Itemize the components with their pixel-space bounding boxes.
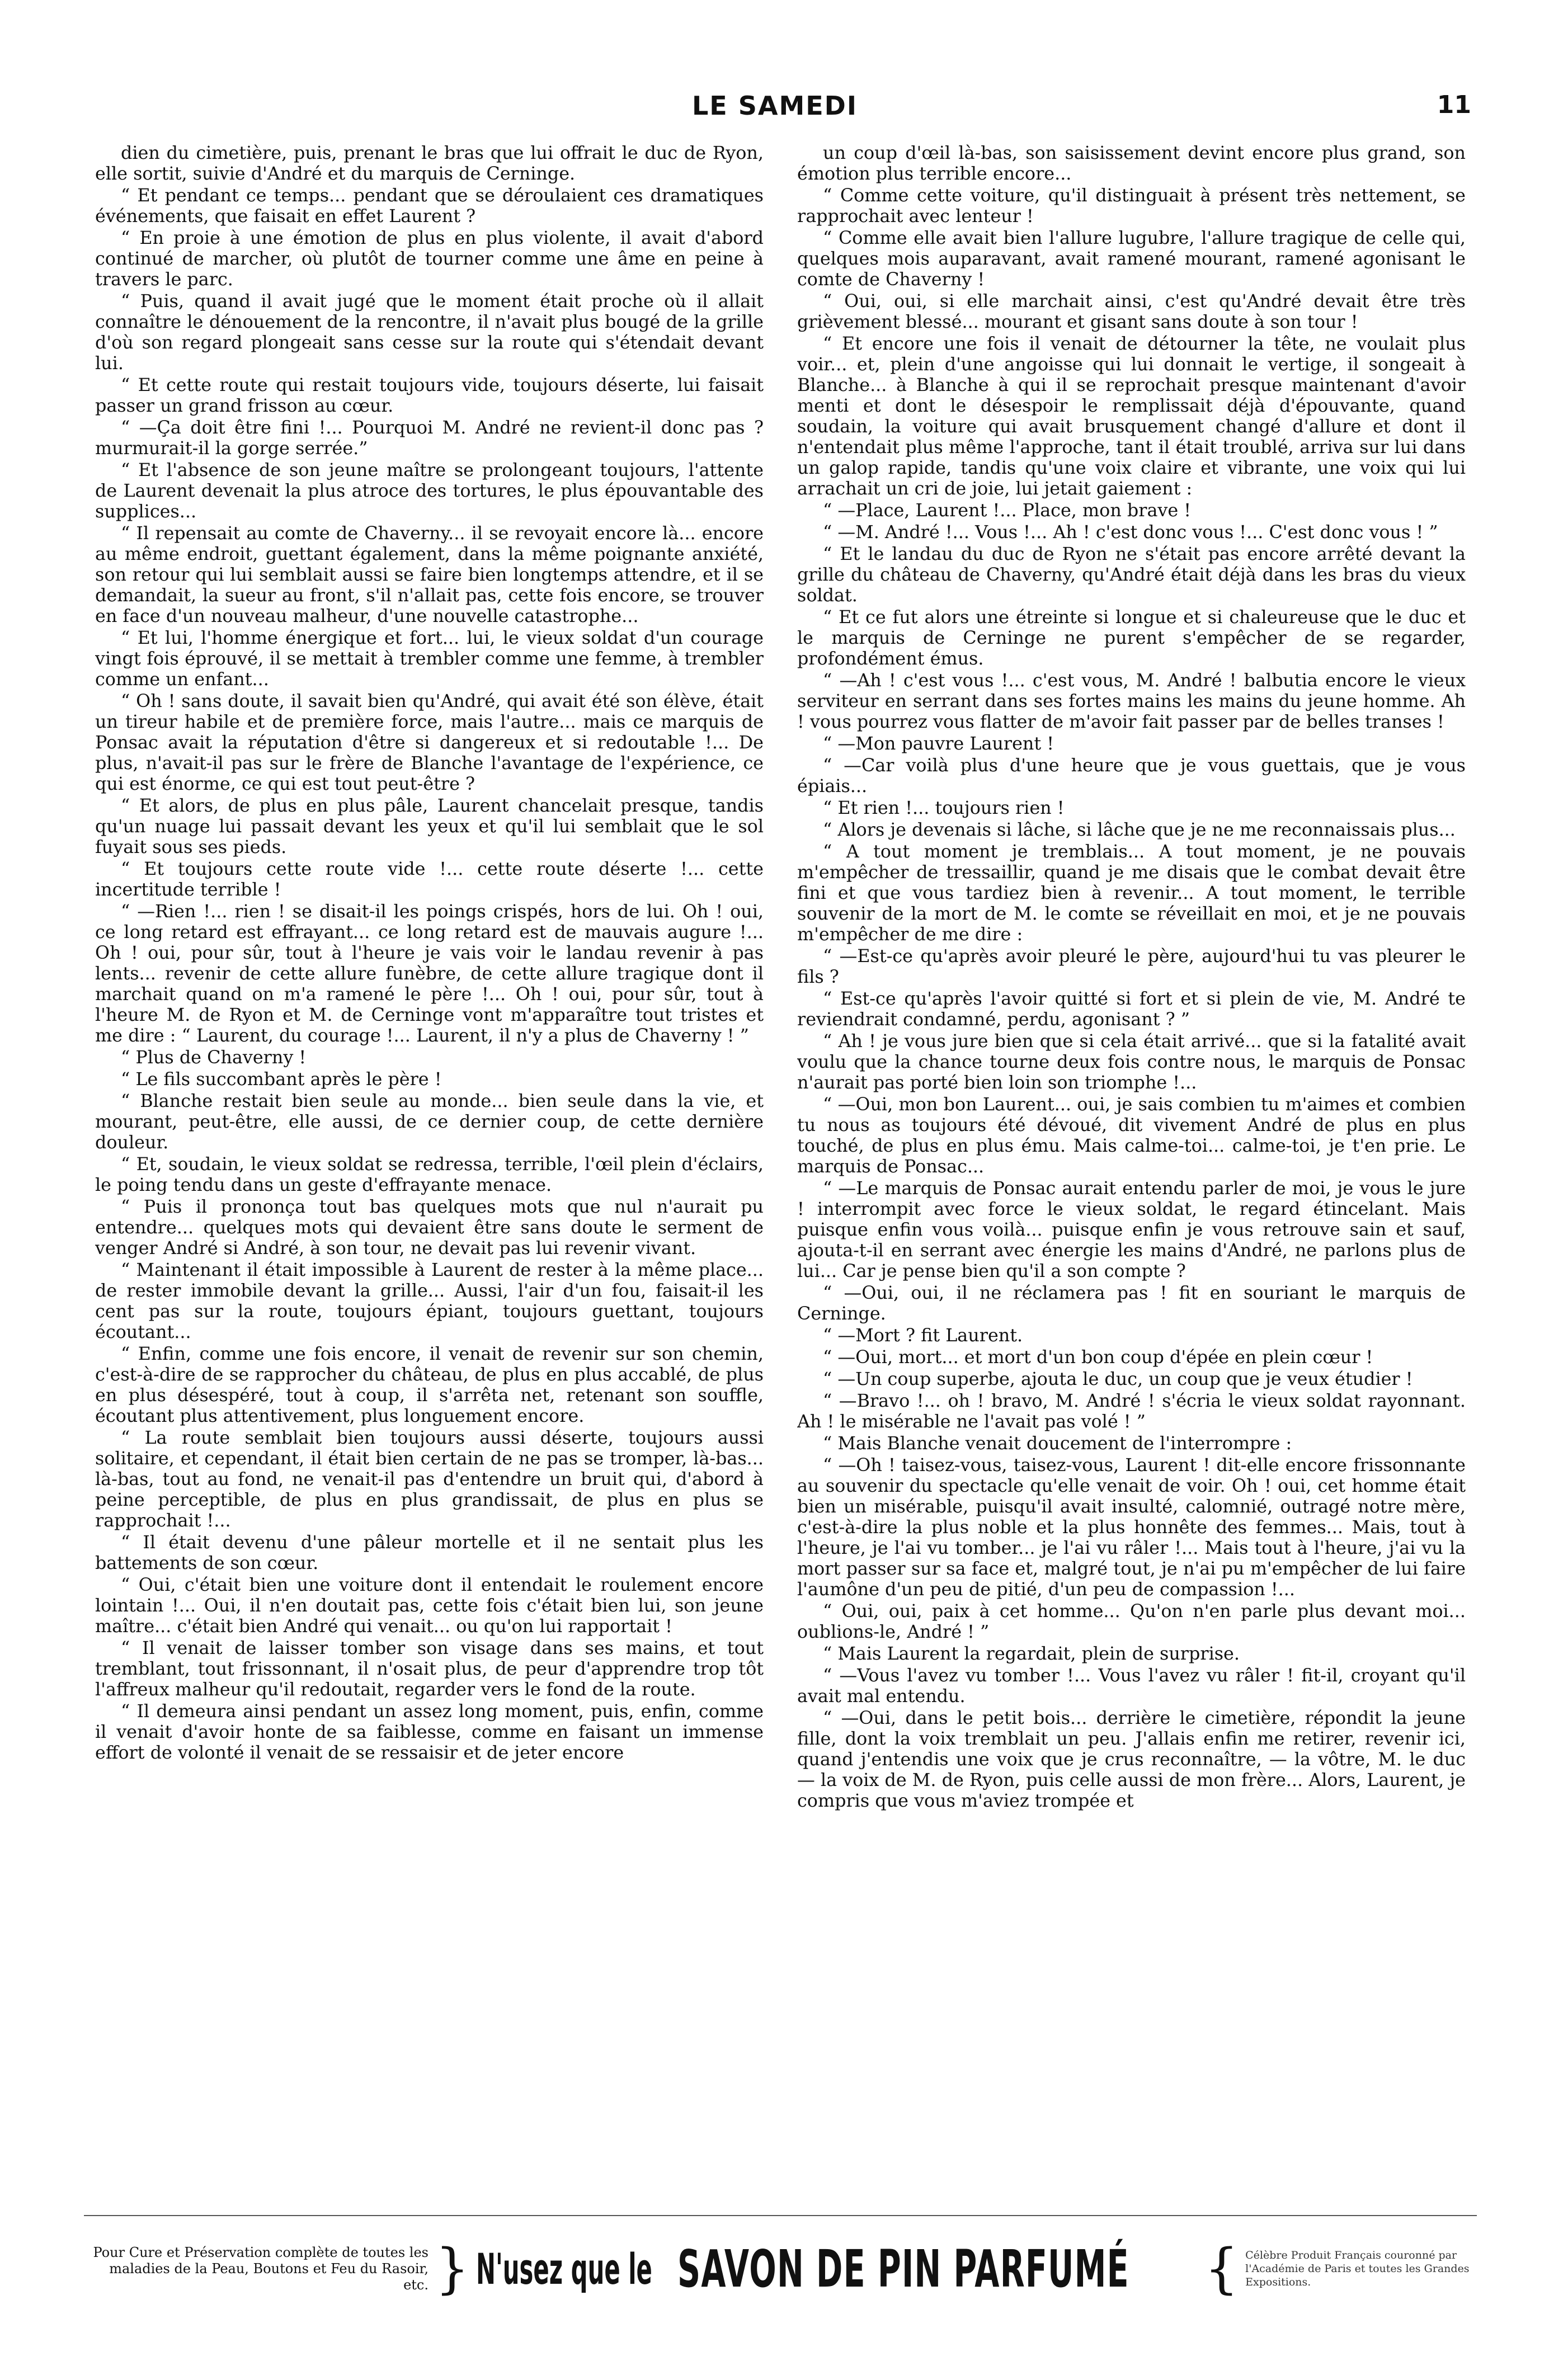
paragraph: “ —M. André !... Vous !... Ah ! c'est donc vous !... C'est donc vous ! ”	[823, 522, 1438, 543]
paragraph: “ Oui, c'était bien une voiture dont il entendait le roulement encore lointain !... Oui, il n'en doutait pas, cette fois c'était bien lui, son jeune maître... c'était bien André qui venait... ou qu'on lui rapportait !	[95, 1575, 764, 1637]
paragraph: “ Maintenant il était impossible à Laurent de rester à la même place... de rester immobile devant la grille... Aussi, l'air d'un fou, faisait-il les cent pas sur la route, toujours épiant, toujours guettant, toujours écoutant...	[95, 1260, 764, 1342]
paragraph: “ Est-ce qu'après l'avoir quitté si fort et si plein de vie, M. André te reviendrait condamné, perdu, agonisant ? ”	[797, 988, 1466, 1030]
paragraph: “ Ah ! je vous jure bien que si cela était arrivé... que si la fatalité avait voulu que la chance tourne deux fois contre nous, le marquis de Ponsac n'aurait pas porté bien loin son triomphe !...	[797, 1031, 1466, 1093]
paragraph: un coup d'œil là-bas, son saisissement devint encore plus grand, son émotion plus terrible encore...	[797, 143, 1466, 184]
paragraph: “ —Un coup superbe, ajouta le duc, un coup que je veux étudier !	[823, 1369, 1413, 1389]
brace-glyph: }	[435, 2237, 470, 2300]
paragraph: “ —Rien !... rien ! se disait-il les poings crispés, hors de lui. Oh ! oui, ce long retard est effrayant... ce long retard est de mauvais augure !... Oh ! oui, pour sûr, tout à l'heure je vais voir le landau revenir à pas lents... revenir de cette allure funèbre, de cette allure tragique dont il marchait quand on m'a ramené le père !... Oh ! oui, pour sûr, tout à l'heure M. de Ryon et M. de Cerninge vont m'apparaître tout tristes et me dire : “ Laurent, du courage !... Laurent, il n'y a plus de Chaverny ! ”	[95, 901, 764, 1046]
ad-slogan-product: SAVON DE PIN PARFUMÉ	[677, 2238, 1129, 2299]
paragraph: “ Oh ! sans doute, il savait bien qu'André, qui avait été son élève, était un tireur habile et de première force, mais l'autre... mais ce marquis de Ponsac avait la réputation d'être si dangereux et si redoutable !... De plus, n'avait-il pas sur le frère de Blanche l'avantage de l'expérience, ce qui est énorme, ce qui est tout peut-être ?	[95, 691, 764, 794]
paragraph: “ Enfin, comme une fois encore, il venait de revenir sur son chemin, c'est-à-dire de se rapprocher du château, de plus en plus accablé, de plus en plus désespéré, tout à coup, il s'arrêta net, retenant son souffle, écoutant plus attentivement, plus longuement encore.	[95, 1344, 764, 1426]
paragraph: “ Et ce fut alors une étreinte si longue et si chaleureuse que le duc et le marquis de Cerninge ne purent s'empêcher de se regarder, profondément émus.	[797, 607, 1466, 669]
paragraph: “ —Place, Laurent !... Place, mon brave !	[823, 500, 1192, 521]
paragraph: “ —Bravo !... oh ! bravo, M. André ! s'écria le vieux soldat rayonnant. Ah ! le misérable ne l'avait pas volé ! ”	[797, 1391, 1466, 1432]
paragraph: “ —Oui, mon bon Laurent... oui, je sais combien tu m'aimes et combien tu nous as toujours été dévoué, dit vivement André de plus en plus touché, de plus en plus ému. Mais calme-toi... calme-toi, je t'en prie. Le marquis de Ponsac...	[797, 1094, 1466, 1177]
paragraph: “ Oui, oui, paix à cet homme... Qu'on n'en parle plus devant moi... oublions-le, André ! ”	[797, 1601, 1466, 1642]
paragraph: “ Il repensait au comte de Chaverny... il se revoyait encore là... encore au même endroit, guettant également, dans la même poignante anxiété, son retour qui lui semblait aussi se faire bien longtemps attendre, et il se demandait, la sueur au front, s'il n'allait pas, cette fois encore, se trouver en face d'un nouveau malheur, d'une nouvelle catastrophe...	[95, 523, 764, 626]
paragraph: “ —Car voilà plus d'une heure que je vous guettais, que je vous épiais...	[797, 755, 1466, 797]
paragraph: “ Oui, oui, si elle marchait ainsi, c'est qu'André devait être très grièvement blessé... mourant et gisant sans doute à son tour !	[797, 291, 1466, 332]
paragraph: “ Blanche restait bien seule au monde... bien seule dans la vie, et mourant, peut-être, elle aussi, de ce dernier coup, de cette dernière douleur.	[95, 1091, 764, 1153]
article-body	[95, 143, 1466, 2187]
paragraph: “ —Le marquis de Ponsac aurait entendu parler de moi, je vous le jure ! interrompit avec force le vieux soldat, le regard étincelant. Mais puisque enfin vous voilà... puisque enfin je vous retrouve sain et sauf, ajouta-t-il en serrant avec énergie les mains d'André, ne parlons plus de lui... Car je pense bien qu'il a son compte ?	[797, 1178, 1466, 1281]
paragraph: “ —Ah ! c'est vous !... c'est vous, M. André ! balbutia encore le vieux serviteur en serrant dans ses fortes mains les mains du jeune homme. Ah ! vous pourrez vous flatter de m'avoir fait passer par de belles transes !	[797, 670, 1466, 732]
paragraph: “ Et encore une fois il venait de détourner la tête, ne voulait plus voir... et, plein d'une angoisse qui lui donnait le vertige, il songeait à Blanche... à Blanche à qui il se reprochait presque maintenant d'avoir menti et dont le désespoir le remplissait déjà d'épouvante, quand soudain, la voiture qui avait brusquement changé d'allure et dont il n'entendait plus même l'approche, tant il était troublé, arriva sur lui dans un galop rapide, tandis qu'une voix claire et vibrante, une voix qui lui arrachait un cri de joie, lui jetait gaiement :	[797, 333, 1466, 499]
brace-glyph-right: {	[1204, 2237, 1239, 2300]
paragraph: dien du cimetière, puis, prenant le bras que lui offrait le duc de Ryon, elle sortit, suivie d'André et du marquis de Cerninge.	[95, 143, 764, 184]
paragraph: “ Mais Laurent la regardait, plein de surprise.	[823, 1643, 1240, 1664]
paragraph: “ —Oui, mort... et mort d'un bon coup d'épée en plein cœur !	[823, 1347, 1373, 1368]
page-number: 11	[1437, 91, 1471, 119]
paragraph: “ —Oh ! taisez-vous, taisez-vous, Laurent ! dit-elle encore frissonnante au souvenir du spectacle qu'elle venait de voir. Oh ! oui, cet homme était bien un misérable, puisqu'il avait insulté, calomnié, outragé notre mère, c'est-à-dire la plus noble et la plus honnête des femmes... Mais, tout à l'heure, je l'ai vu tomber... je l'ai vu râler !... Mais tout à l'heure, j'ai vu la mort passer sur sa face et, malgré tout, je n'ai pu m'empêcher de lui faire l'aumône d'un peu de pitié, d'un peu de compassion !...	[797, 1455, 1466, 1600]
paragraph: “ Et lui, l'homme énergique et fort... lui, le vieux soldat d'un courage vingt fois éprouvé, il se mettait à trembler comme une femme, à trembler comme un enfant...	[95, 628, 764, 690]
ad-slogan-prefix: N'usez que le	[476, 2244, 652, 2294]
paragraph: “ En proie à une émotion de plus en plus violente, il avait d'abord continué de marcher, où plutôt de tourner comme une âme en peine à travers le parc.	[95, 228, 764, 290]
paragraph: “ Il venait de laisser tomber son visage dans ses mains, et tout tremblant, tout frissonnant, il n'osait plus, de peur d'apprendre trop tôt l'affreux malheur qu'il redoutait, regarder vers le fond de la route.	[95, 1638, 764, 1700]
paragraph: “ Et le landau du duc de Ryon ne s'était pas encore arrêté devant la grille du château de Chaverny, qu'André était déjà dans les bras du vieux soldat.	[797, 544, 1466, 606]
right-column	[797, 143, 1466, 2187]
ad-left-text: Pour Cure et Préservation complète de toutes les maladies de la Peau, Boutons et Feu du Rasoir, etc.	[93, 2244, 429, 2293]
advertisement-banner	[84, 2215, 1477, 2313]
paragraph: “ —Vous l'avez vu tomber !... Vous l'avez vu râler ! fit-il, croyant qu'il avait mal entendu.	[797, 1665, 1466, 1707]
paragraph: “ Alors je devenais si lâche, si lâche que je ne me reconnaissais plus...	[823, 819, 1456, 840]
ad-right-text: Célèbre Produit Français couronné par l'Académie de Paris et toutes les Grandes Expositions.	[1245, 2249, 1470, 2288]
paragraph: “ La route semblait bien toujours aussi déserte, toujours aussi solitaire, et cependant, il était bien certain de ne pas se tromper, là-bas... là-bas, tout au fond, ne venait-il pas d'entendre un bruit qui, d'abord à peine perceptible, de plus en plus grandissait, de plus en plus se rapprochait !...	[95, 1427, 764, 1531]
paragraph: “ Et cette route qui restait toujours vide, toujours déserte, lui faisait passer un grand frisson au cœur.	[95, 375, 764, 416]
paragraph: “ Et, soudain, le vieux soldat se redressa, terrible, l'œil plein d'éclairs, le poing tendu dans un geste d'effrayante menace.	[95, 1154, 764, 1195]
paragraph: “ Et alors, de plus en plus pâle, Laurent chancelait presque, tandis qu'un nuage lui passait devant les yeux et qu'il lui semblait que le sol fuyait sous ses pieds.	[95, 795, 764, 857]
newspaper-title: LE SAMEDI	[692, 91, 858, 121]
paragraph: “ —Est-ce qu'après avoir pleuré le père, aujourd'hui tu vas pleurer le fils ?	[797, 946, 1466, 987]
paragraph: “ Mais Blanche venait doucement de l'interrompre :	[823, 1433, 1292, 1454]
paragraph: “ Plus de Chaverny !	[121, 1047, 307, 1068]
paragraph: “ —Ça doit être fini !... Pourquoi M. André ne revient-il donc pas ? murmurait-il la gorge serrée.”	[95, 417, 764, 459]
paragraph: “ Et pendant ce temps... pendant que se déroulaient ces dramatiques événements, que faisait en effet Laurent ?	[95, 185, 764, 227]
paragraph: “ Et l'absence de son jeune maître se prolongeant toujours, l'attente de Laurent devenait la plus atroce des tortures, le plus épouvantable des supplices...	[95, 460, 764, 522]
paragraph: “ Comme elle avait bien l'allure lugubre, l'allure tragique de celle qui, quelques mois auparavant, avait ramené mourant, ramené agonisant le comte de Chaverny !	[797, 228, 1466, 290]
paragraph: “ A tout moment je tremblais... A tout moment, je ne pouvais m'empêcher de tressaillir, quand je me disais que le combat devait être fini et que vous tardiez bien à revenir... A tout moment, le terrible souvenir de la mort de M. le comte se réveillait en moi, et je ne pouvais m'empêcher de me dire :	[797, 841, 1466, 945]
paragraph: “ Il demeura ainsi pendant un assez long moment, puis, enfin, comme il venait d'avoir honte de sa faiblesse, comme en faisant un immense effort de volonté il venait de se ressaisir et de jeter encore	[95, 1701, 764, 1763]
page-header	[73, 84, 1477, 129]
paragraph: “ Et rien !... toujours rien !	[823, 798, 1065, 818]
paragraph: “ —Oui, oui, il ne réclamera pas ! fit en souriant le marquis de Cerninge.	[797, 1283, 1466, 1324]
paragraph: “ Puis, quand il avait jugé que le moment était proche où il allait connaître le dénouement de la rencontre, il n'avait plus bougé de la grille d'où son regard plongeait sans cesse sur la route qui s'étendait devant lui.	[95, 291, 764, 374]
paragraph: “ —Oui, dans le petit bois... derrière le cimetière, répondit la jeune fille, dont la voix tremblait un peu. J'allais enfin me retirer, revenir ici, quand j'entendis une voix que je crus reconnaître, — la vôtre, M. le duc — la voix de M. de Ryon, puis celle aussi de mon frère... Alors, Laurent, je compris que vous m'aviez trompée et	[797, 1708, 1466, 1811]
paragraph: “ —Mort ? fit Laurent.	[823, 1325, 1023, 1346]
left-column	[95, 143, 764, 2187]
paragraph: “ Comme cette voiture, qu'il distinguait à présent très nettement, se rapprochait avec lenteur !	[797, 185, 1466, 227]
paragraph: “ Et toujours cette route vide !... cette route déserte !... cette incertitude terrible !	[95, 859, 764, 900]
paragraph: “ Puis il prononça tout bas quelques mots que nul n'aurait pu entendre... quelques mots qui devaient être sans doute le serment de venger André si André, à son tour, ne devait pas lui revenir vivant.	[95, 1196, 764, 1259]
paragraph: “ Il était devenu d'une pâleur mortelle et il ne sentait plus les battements de son cœur.	[95, 1532, 764, 1573]
paragraph: “ —Mon pauvre Laurent !	[823, 733, 1054, 754]
paragraph: “ Le fils succombant après le père !	[121, 1069, 442, 1090]
